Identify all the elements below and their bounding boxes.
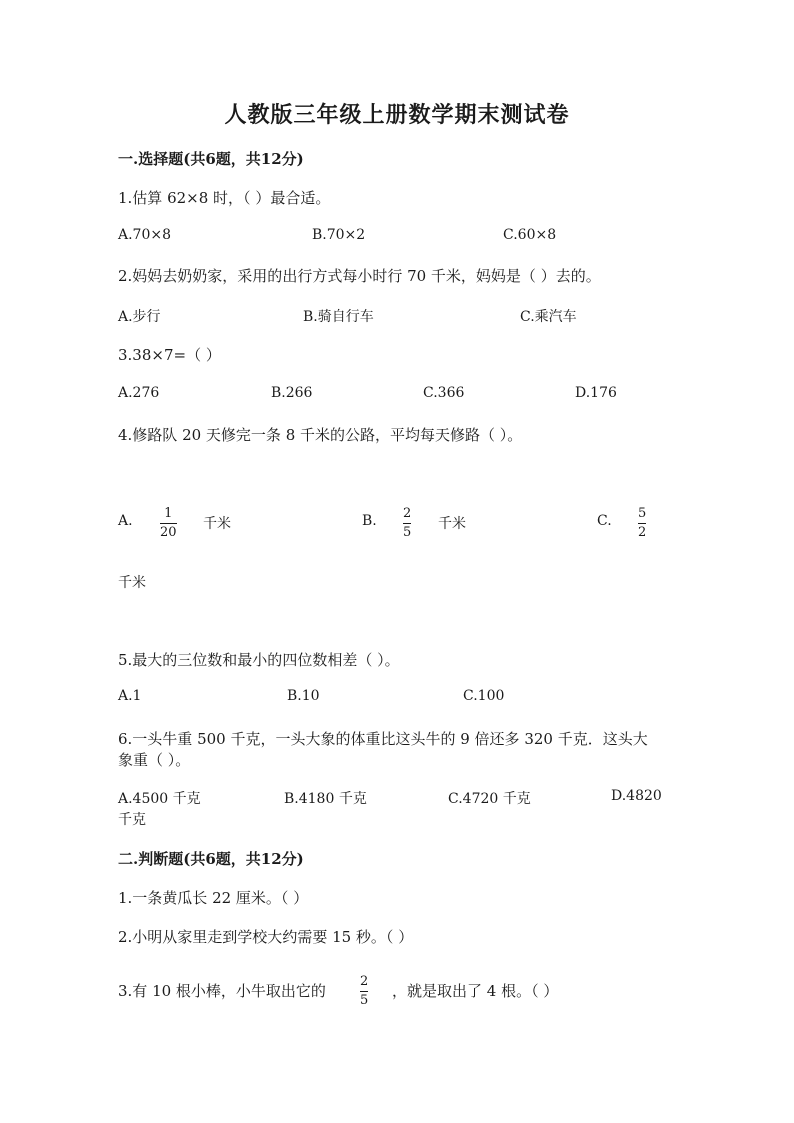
question-2-option-b: B.骑自行车 — [303, 309, 374, 325]
question-5-option-a: A.1 — [118, 688, 142, 704]
fraction-bar — [403, 523, 411, 524]
fraction-numerator: 2 — [360, 974, 369, 989]
question-6-option-d: D.4820 — [611, 788, 662, 804]
question-3-option-d: D.176 — [575, 385, 617, 401]
question-4-option-c-letter: C. — [597, 513, 612, 529]
question-1-stem: 1.估算 62×8 时，（ ）最合适。 — [118, 189, 331, 207]
judgement-3-fraction — [360, 974, 368, 1009]
fraction-bar — [360, 991, 368, 992]
fraction-numerator: 5 — [638, 506, 647, 521]
fraction-numerator: 1 — [164, 506, 173, 521]
question-4-option-b-letter: B. — [362, 513, 377, 529]
question-2-option-a: A.步行 — [118, 309, 161, 325]
fraction-numerator: 2 — [403, 506, 412, 521]
question-4-option-b-fraction — [403, 506, 411, 541]
question-6-stem-line1: 6.一头牛重 500 千克，一头大象的体重比这头牛的 9 倍还多 320 千克．这头大 — [118, 730, 648, 748]
question-6-option-b: B.4180 千克 — [284, 791, 367, 807]
judgement-3-stem-pre: 3.有 10 根小棒，小牛取出它的 — [118, 982, 326, 1000]
fraction-denominator: 5 — [360, 993, 369, 1008]
question-5-option-c: C.100 — [463, 688, 505, 704]
judgement-1-stem: 1.一条黄瓜长 22 厘米。（ ） — [118, 889, 309, 907]
section-heading-choice: 一.选择题(共6题，共12分) — [118, 150, 304, 168]
question-6-option-d-wrap: 千克 — [118, 812, 146, 828]
question-3-stem: 3.38×7=（ ） — [118, 346, 221, 364]
section-heading-judgement: 二.判断题(共6题，共12分) — [118, 850, 304, 868]
question-4-option-a-fraction — [160, 506, 177, 541]
question-4-option-c-fraction — [638, 506, 646, 541]
fraction-denominator: 20 — [160, 525, 177, 540]
question-4-option-a-letter: A. — [118, 513, 133, 529]
question-5-stem: 5.最大的三位数和最小的四位数相差（ ）。 — [118, 651, 400, 669]
question-5-option-b: B.10 — [287, 688, 320, 704]
question-2-option-c: C.乘汽车 — [520, 309, 577, 325]
page-title: 人教版三年级上册数学期末测试卷 — [224, 102, 570, 128]
question-3-option-c: C.366 — [423, 385, 465, 401]
question-4-option-a-unit: 千米 — [203, 516, 231, 532]
question-6-option-a: A.4500 千克 — [118, 791, 201, 807]
question-3-option-a: A.276 — [118, 385, 160, 401]
fraction-bar — [160, 523, 177, 524]
question-1-option-a: A.70×8 — [118, 227, 172, 243]
fraction-denominator: 5 — [403, 525, 412, 540]
question-3-option-b: B.266 — [271, 385, 313, 401]
question-4-stem: 4.修路队 20 天修完一条 8 千米的公路，平均每天修路（ ）。 — [118, 426, 523, 444]
judgement-2-stem: 2.小明从家里走到学校大约需要 15 秒。（ ） — [118, 928, 414, 946]
question-1-option-c: C.60×8 — [503, 227, 557, 243]
question-2-stem: 2.妈妈去奶奶家，采用的出行方式每小时行 70 千米，妈妈是（ ）去的。 — [118, 267, 601, 285]
question-4-option-c-unit: 千米 — [118, 575, 146, 591]
question-1-option-b: B.70×2 — [312, 227, 366, 243]
question-4-option-b-unit: 千米 — [438, 516, 466, 532]
fraction-denominator: 2 — [638, 525, 647, 540]
fraction-bar — [638, 523, 646, 524]
question-6-option-c: C.4720 千克 — [448, 791, 531, 807]
judgement-3-stem-post: ，就是取出了 4 根。（ ） — [392, 982, 559, 1000]
question-6-stem-line2: 象重（ ）。 — [118, 751, 191, 769]
